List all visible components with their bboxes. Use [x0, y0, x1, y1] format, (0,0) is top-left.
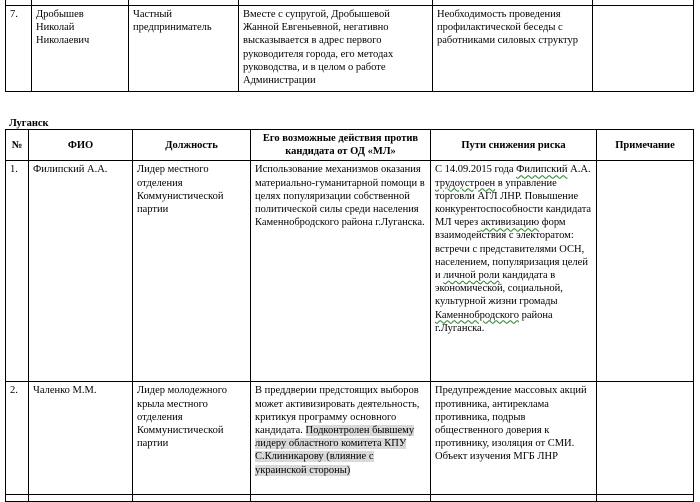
- person-name: Филипский А.А.: [29, 161, 133, 382]
- row-number: 7.: [6, 6, 32, 92]
- table-row: [6, 495, 694, 502]
- person-position: Частный предприниматель: [129, 6, 239, 92]
- header-risk: Пути снижения риска: [431, 130, 597, 161]
- header-num: №: [6, 130, 29, 161]
- table-row: [6, 6, 694, 92]
- risk-reduction: Предупреждение массовых акций противника, антиреклама противника, подрыв общественного доверия к противнику, изоляция от СМИ. Объект изучения МГБ ЛНР: [431, 382, 597, 495]
- table-row: [6, 382, 694, 495]
- region-title: Луганск: [9, 118, 49, 129]
- note: [593, 6, 694, 92]
- person-name: Чаленко М.М.: [29, 382, 133, 495]
- header-name: ФИО: [29, 130, 133, 161]
- note: [597, 161, 694, 382]
- risk-reduction: С 14.09.2015 года Филипский А.А. трудоустроен в управление торговли АГЛ ЛНР. Повышение конкурентоспособности кандидата МЛ через активизацию форм взаимодействия с электоратом: встречи с представителями ОСН, населением, популяризация целей и личной роли кандидата в экономической, социальной, культурной жизни громады Каменнобродского района г.Луганска.: [431, 161, 597, 382]
- main-table: [5, 129, 694, 502]
- possible-actions: Вместе с супругой, Дробышевой Жанной Евгеньевной, негативно высказывается в адрес первого руководителя города, его методах руководства, и в целом о работе Администрации: [239, 6, 433, 92]
- possible-actions: Использование механизмов оказания материально-гуманитарной помощи в целях популяризации собственной политической силы среди населения Каменнобродского района г.Луганска.: [251, 161, 431, 382]
- row-number: 2.: [6, 382, 29, 495]
- possible-actions: В преддверии предстоящих выборов может активизировать деятельность, критикуя программу основного кандидата. Подконтролен бывшему лидеру областного комитета КПУ С.Клиникарову (влияние с украинской стороны): [251, 382, 431, 495]
- note: [597, 382, 694, 495]
- person-position: Лидер молодежного крыла местного отделения Коммунистической партии: [133, 382, 251, 495]
- top-table: [5, 0, 694, 92]
- risk-reduction: Необходимость проведения профилактической беседы с работниками силовых структур: [433, 6, 593, 92]
- highlighted-text: Подконтролен бывшему лидеру областного комитета КПУ С.Клиникарову (влияние с украинской стороны): [255, 425, 415, 476]
- person-name: Дробышев Николай Николаевич: [32, 6, 129, 92]
- person-position: Лидер местного отделения Коммунистической партии: [133, 161, 251, 382]
- header-note: Примечание: [597, 130, 694, 161]
- table-row: [6, 161, 694, 382]
- header-position: Должность: [133, 130, 251, 161]
- row-number: 1.: [6, 161, 29, 382]
- table-header-row: [6, 130, 694, 161]
- header-actions: Его возможные действия против кандидата от ОД «МЛ»: [251, 130, 431, 161]
